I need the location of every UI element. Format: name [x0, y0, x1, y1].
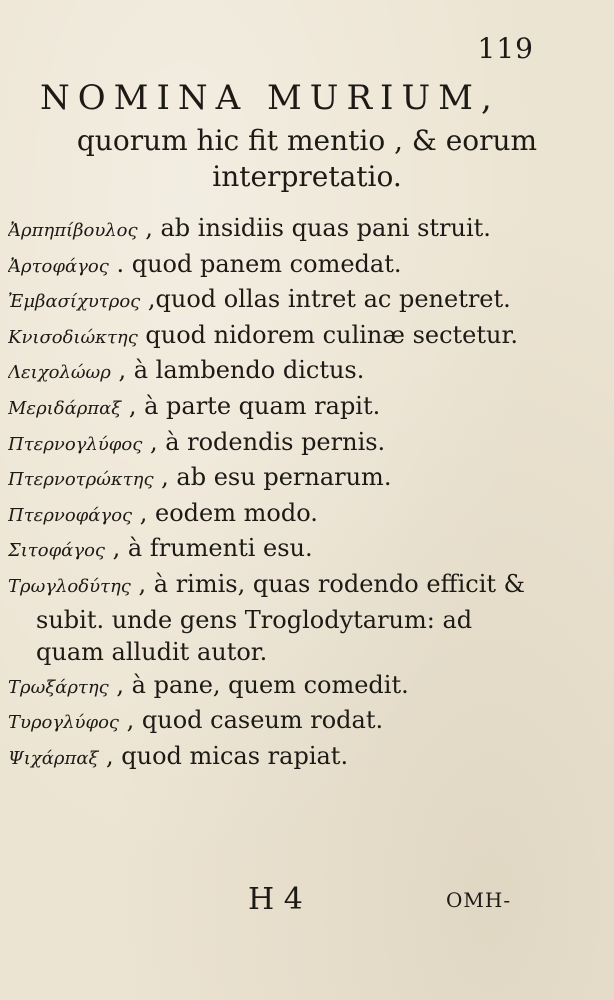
entry-gloss: , à rodendis pernis.: [142, 427, 386, 456]
greek-name: Ἀρπηπίβουλος: [8, 220, 138, 241]
greek-name: Τυρογλύφος: [8, 712, 119, 734]
subtitle-line-1: quorum hic fit mentio , & eorum: [76, 124, 538, 157]
list-item: [8, 426, 568, 462]
list-item: [8, 248, 568, 284]
greek-name: Ἐμβασίχυτρος: [8, 291, 141, 313]
list-item: [8, 740, 568, 776]
list-item: [8, 354, 568, 390]
greek-name: Ἀρτοφάγος: [8, 255, 109, 277]
catchword: ΟΜΗ-: [446, 888, 512, 912]
list-item: [8, 568, 568, 604]
greek-name: Πτερνογλύφος: [8, 433, 143, 455]
entry-gloss: , quod micas rapiat.: [98, 741, 349, 770]
list-item: [8, 532, 568, 568]
entry-gloss: , à rimis, quas rodendo efficit &: [130, 569, 525, 598]
page-title: NOMINA MURIUM,: [40, 78, 500, 118]
mouse-names-list: [8, 212, 568, 776]
entry-gloss: subit. unde gens Troglodytarum: ad: [36, 605, 473, 634]
entry-gloss: , ab insidiis quas pani struit.: [137, 214, 491, 242]
greek-name: Σιτοφάγος: [8, 540, 106, 562]
list-item: [8, 283, 568, 319]
greek-name: Λειχολώωρ: [8, 362, 111, 384]
greek-name: Τρωγλοδύτης: [8, 575, 131, 597]
list-item: [8, 497, 568, 533]
entry-gloss: , à pane, quem comedit.: [108, 670, 409, 699]
list-item-continuation: [8, 636, 568, 669]
entry-gloss: , ab esu pernarum.: [153, 463, 392, 492]
greek-name: Μεριδάρπαξ: [8, 397, 122, 419]
greek-name: Τρωξάρτης: [8, 676, 109, 698]
entry-gloss: , eodem modo.: [132, 498, 318, 527]
page-number: 119: [477, 32, 534, 65]
greek-name: Πτερνοτρώκτης: [8, 469, 154, 491]
entry-gloss: , à parte quam rapit.: [121, 391, 381, 420]
subtitle-line-2: interpretatio.: [212, 160, 402, 193]
list-item: [8, 212, 568, 248]
entry-gloss: . quod panem comedat.: [108, 249, 402, 278]
list-item: [8, 390, 568, 426]
entry-gloss: , à frumenti esu.: [105, 534, 313, 563]
entry-gloss: quam alludit autor.: [36, 638, 268, 667]
list-item: [8, 319, 568, 355]
greek-name: Πτερνοφάγος: [8, 504, 133, 526]
list-item: [8, 461, 568, 497]
list-item-continuation: [8, 604, 568, 637]
signature-mark: H 4: [248, 882, 303, 917]
entry-gloss: , à lambendo dictus.: [110, 356, 365, 385]
greek-name: Κνισοδιώκτης: [8, 326, 138, 348]
greek-name: Ψιχάρπαξ: [8, 747, 99, 769]
list-item: [8, 669, 568, 705]
list-item: [8, 704, 568, 740]
entry-gloss: , quod caseum rodat.: [119, 706, 384, 735]
entry-gloss: ,quod ollas intret ac penetret.: [140, 285, 511, 314]
entry-gloss: quod nidorem culinæ sectetur.: [137, 320, 518, 349]
